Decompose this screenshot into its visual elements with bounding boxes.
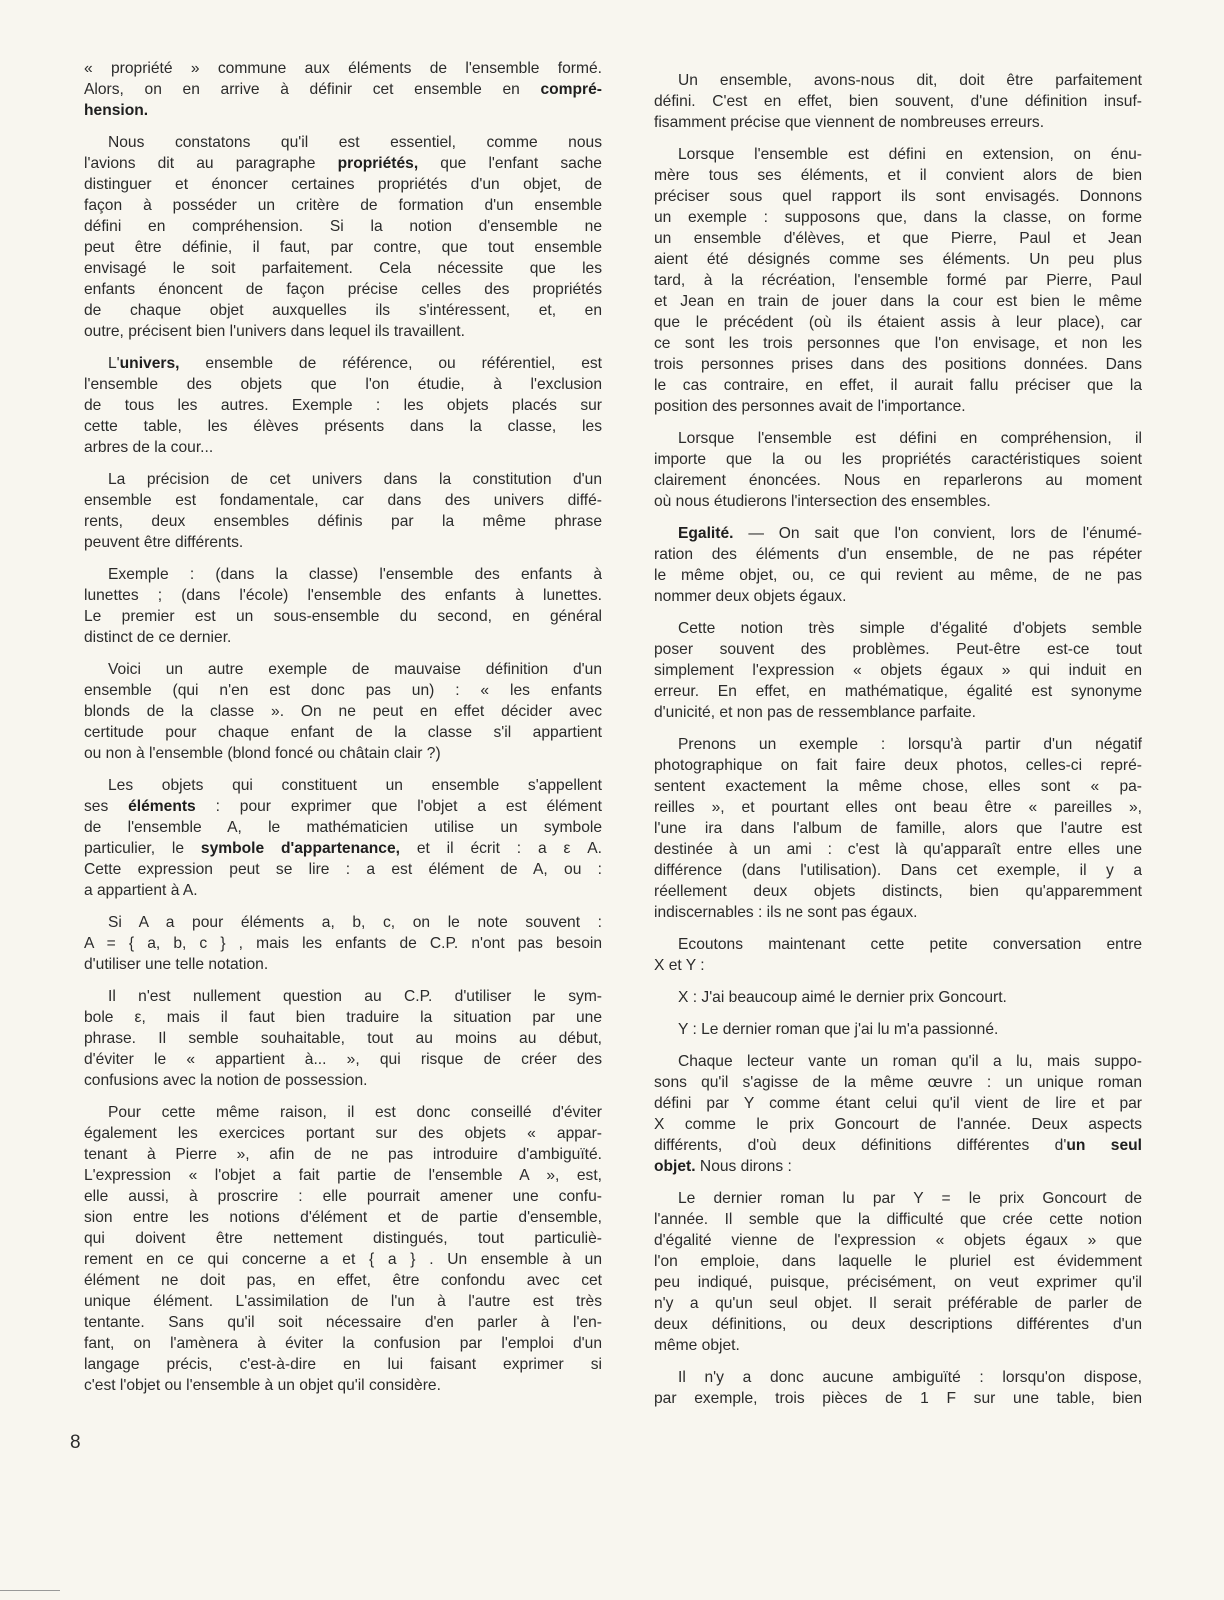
text-segment: Exemple : (dans la classe) l'ensemble des enfants à <box>108 566 602 583</box>
text-segment: erreur. En effet, en mathématique, égalité est synonyme <box>654 683 1142 700</box>
text-segment: A = { a, b, c } , mais les enfants de C.P. n'ont pas besoin <box>84 935 602 952</box>
text-segment: blonds de la classe ». On ne peut en effet décider avec <box>84 703 602 720</box>
text-line <box>654 1051 1142 1072</box>
text-segment: peu indiqué, puisque, précisément, on veut exprimer qu'il <box>654 1274 1142 1291</box>
text-segment: ses <box>84 798 129 815</box>
text-line <box>654 1156 1142 1177</box>
text-line <box>84 817 602 838</box>
text-line <box>84 1028 602 1049</box>
text-line <box>84 374 602 395</box>
text-segment: destinée à un ami : c'est là qu'apparaît entre elles une <box>654 841 1142 858</box>
text-line <box>84 58 602 79</box>
paragraph <box>84 353 602 458</box>
text-segment: mère tous ses éléments, et il convient alors de bien <box>654 167 1142 184</box>
text-segment: poser souvent des problèmes. Peut-être est-ce tout <box>654 641 1142 658</box>
text-segment: l'ensemble des objets que l'on étudie, à l'exclusion <box>84 376 602 393</box>
text-line <box>84 1312 602 1333</box>
text-segment: ensemble (qui n'en est donc pas un) : « les enfants <box>84 682 602 699</box>
bold-term: hension. <box>84 102 149 119</box>
text-segment: — On sait que l'on convient, lors de l'énumé- <box>733 525 1142 542</box>
text-segment: l'une ira dans l'album de famille, alors que l'autre est <box>654 820 1142 837</box>
text-segment: La précision de cet univers dans la constitution d'un <box>108 471 602 488</box>
text-line <box>84 1123 602 1144</box>
text-segment: n'y a qu'un seul objet. Il serait préférable de parler de <box>654 1295 1142 1312</box>
text-segment: Cette notion très simple d'égalité d'objets semble <box>678 620 1142 637</box>
text-line <box>654 375 1142 396</box>
paragraph <box>84 564 602 648</box>
text-line <box>654 1114 1142 1135</box>
text-line <box>654 565 1142 586</box>
bold-term: symbole d'appartenance, <box>200 840 400 857</box>
text-segment: Y : Le dernier roman que j'ai lu m'a passionné. <box>678 1021 999 1038</box>
text-segment: bole ε, mais il faut bien traduire la situation par une <box>84 1009 602 1026</box>
text-line <box>84 353 602 374</box>
text-line <box>84 775 602 796</box>
text-line <box>654 902 1142 923</box>
text-segment: sentent exactement la même chose, elles sont « pa- <box>654 778 1142 795</box>
text-line <box>654 618 1142 639</box>
text-segment: Il n'y a donc aucune ambiguïté : lorsqu'on dispose, <box>678 1369 1142 1386</box>
text-line <box>654 249 1142 270</box>
text-segment: particulier, le <box>84 840 201 857</box>
text-segment: enfants énoncent de façon précise celles des propriétés <box>84 281 602 298</box>
text-segment: langage précis, c'est-à-dire en lui faisant exprimer si <box>84 1356 602 1373</box>
paragraph <box>654 618 1142 723</box>
text-line <box>84 1375 602 1396</box>
text-line <box>654 312 1142 333</box>
text-segment: Lorsque l'ensemble est défini en compréhension, il <box>678 430 1142 447</box>
text-segment: d'utiliser une telle notation. <box>84 956 269 973</box>
text-segment: d'éviter le « appartient à... », qui risque de créer des <box>84 1051 602 1068</box>
text-segment: deux définitions, ou deux descriptions différentes d'un <box>654 1316 1142 1333</box>
text-line <box>654 586 1142 607</box>
text-segment: où nous étudierons l'intersection des ensembles. <box>654 493 991 510</box>
text-segment: réellement deux objets distincts, bien qu'apparemment <box>654 883 1142 900</box>
text-segment: élément ne doit pas, en effet, être confondu avec cet <box>84 1272 602 1289</box>
text-segment: simplement l'expression « objets égaux » qui induit en <box>654 662 1142 679</box>
text-segment: importe que la ou les propriétés caractéristiques soient <box>654 451 1142 468</box>
text-line <box>654 165 1142 186</box>
text-line <box>84 100 602 121</box>
text-line <box>84 469 602 490</box>
text-segment: ce sont les trois personnes que l'on envisage, et non les <box>654 335 1142 352</box>
text-line <box>654 1072 1142 1093</box>
text-line <box>84 490 602 511</box>
text-line <box>654 186 1142 207</box>
text-segment: distinct de ce dernier. <box>84 629 232 646</box>
text-segment: aient été désignés comme ses éléments. Un peu plus <box>654 251 1142 268</box>
text-line <box>654 333 1142 354</box>
text-line <box>84 395 602 416</box>
text-segment: également les exercices portant sur des objets « appar- <box>84 1125 602 1142</box>
text-line <box>84 606 602 627</box>
text-segment: défini en compréhension. Si la notion d'ensemble ne <box>84 218 602 235</box>
text-line <box>84 1354 602 1375</box>
bold-term: objet. <box>654 1158 696 1175</box>
text-segment: l'année. Il semble que la difficulté que crée cette notion <box>654 1211 1142 1228</box>
text-segment: c'est l'objet ou l'ensemble à un objet qu'il considère. <box>84 1377 441 1394</box>
text-line <box>654 396 1142 417</box>
paragraph <box>84 1102 602 1396</box>
text-segment: Nous dirons : <box>695 1158 792 1175</box>
bold-term: Egalité. <box>678 525 734 542</box>
text-segment: X comme le prix Goncourt de l'année. Deux aspects <box>654 1116 1142 1133</box>
text-line <box>84 986 602 1007</box>
text-segment: nommer deux objets égaux. <box>654 588 847 605</box>
text-segment: tenant à Pierre », afin de ne pas introduire d'ambiguïté. <box>84 1146 602 1163</box>
text-line <box>654 734 1142 755</box>
text-line <box>654 1093 1142 1114</box>
text-segment: arbres de la cour... <box>84 439 214 456</box>
text-line <box>84 437 602 458</box>
text-segment: que le précédent (où ils étaient assis à leur place), car <box>654 314 1142 331</box>
paragraph <box>84 58 602 121</box>
text-line <box>654 755 1142 776</box>
text-segment: X et Y : <box>654 957 705 974</box>
text-segment: distinguer et énoncer certaines propriétés d'un objet, de <box>84 176 602 193</box>
text-segment: clairement énoncées. Nous en reparlerons au moment <box>654 472 1142 489</box>
text-segment: Les objets qui constituent un ensemble s'appellent <box>108 777 602 794</box>
text-line <box>84 564 602 585</box>
text-segment: le cas contraire, en effet, il aurait fallu préciser que la <box>654 377 1142 394</box>
text-line <box>84 1102 602 1123</box>
text-segment: Alors, on en arrive à définir cet ensemble en <box>84 81 541 98</box>
text-line <box>84 300 602 321</box>
text-segment: peut être définie, il faut, par contre, que tout ensemble <box>84 239 602 256</box>
text-line <box>654 70 1142 91</box>
page-number: 8 <box>70 1432 81 1453</box>
text-segment: d'unicité, et non pas de ressemblance parfaite. <box>654 704 976 721</box>
text-segment: L'expression « l'objet a fait partie de l'ensemble A », est, <box>84 1167 602 1184</box>
text-line <box>84 701 602 722</box>
paragraph <box>84 986 602 1091</box>
text-segment: « propriété » commune aux éléments de l'ensemble formé. <box>84 60 602 77</box>
text-segment: phrase. Il semble souhaitable, tout au moins au début, <box>84 1030 602 1047</box>
text-line <box>84 722 602 743</box>
text-segment: Cette expression peut se lire : a est élément de A, ou : <box>84 861 602 878</box>
text-segment: elle aussi, à proscrire : elle pourrait amener une confu- <box>84 1188 602 1205</box>
bold-term: compré- <box>540 81 602 98</box>
text-line <box>654 1293 1142 1314</box>
text-line <box>654 144 1142 165</box>
text-line <box>654 776 1142 797</box>
text-segment: a appartient à A. <box>84 882 198 899</box>
text-segment: Pour cette même raison, il est donc conseillé d'éviter <box>108 1104 602 1121</box>
text-segment: que l'enfant sache <box>418 155 602 172</box>
paragraph <box>654 428 1142 512</box>
text-segment: l'avions dit au paragraphe <box>84 155 338 172</box>
text-line <box>84 511 602 532</box>
left-column <box>84 58 602 1407</box>
text-segment: d'égalité vienne de l'expression « objets égaux » que <box>654 1232 1142 1249</box>
text-segment: Nous constatons qu'il est essentiel, comme nous <box>108 134 602 151</box>
text-segment: ensemble est fondamentale, car dans des univers diffé- <box>84 492 602 509</box>
text-line <box>84 79 602 100</box>
text-line <box>654 270 1142 291</box>
text-segment: photographique on fait faire deux photos, celles-ci repré- <box>654 757 1142 774</box>
text-line <box>84 1165 602 1186</box>
paragraph <box>654 1019 1142 1040</box>
text-segment: trois personnes prises dans des positions données. Dans <box>654 356 1142 373</box>
text-line <box>84 174 602 195</box>
text-line <box>84 1207 602 1228</box>
text-segment: peuvent être différents. <box>84 534 244 551</box>
text-line <box>654 1135 1142 1156</box>
text-segment: ensemble de référence, ou référentiel, est <box>179 355 602 372</box>
text-line <box>654 839 1142 860</box>
text-line <box>654 860 1142 881</box>
paragraph <box>654 987 1142 1008</box>
text-line <box>654 987 1142 1008</box>
text-segment: façon à posséder un critère de formation d'un ensemble <box>84 197 602 214</box>
text-segment: différence (dans l'utilisation). Dans cet exemple, il y a <box>654 862 1142 879</box>
text-line <box>84 743 602 764</box>
text-line <box>84 1070 602 1091</box>
text-line <box>84 321 602 342</box>
text-line <box>84 532 602 553</box>
text-segment: X : J'ai beaucoup aimé le dernier prix Goncourt. <box>678 989 1007 1006</box>
text-line <box>84 680 602 701</box>
text-segment: Prenons un exemple : lorsqu'à partir d'un négatif <box>678 736 1142 753</box>
text-segment: rement en ce qui concerne a et { a } . Un ensemble à un <box>84 1251 602 1268</box>
text-segment: défini. C'est en effet, bien souvent, d'une définition insuf- <box>654 93 1142 110</box>
text-line <box>84 585 602 606</box>
text-line <box>84 796 602 817</box>
text-segment: fant, on l'amènera à éviter la confusion par l'emploi d'un <box>84 1335 602 1352</box>
text-line <box>654 1272 1142 1293</box>
paragraph <box>654 70 1142 133</box>
text-segment: Il n'est nullement question au C.P. d'utiliser le sym- <box>108 988 602 1005</box>
text-line <box>654 228 1142 249</box>
text-segment: unique élément. L'assimilation de l'un à l'autre est très <box>84 1293 602 1310</box>
text-line <box>84 659 602 680</box>
text-line <box>84 279 602 300</box>
text-line <box>654 1367 1142 1388</box>
text-segment: qui doivent être nettement distingués, tout particuliè- <box>84 1230 602 1247</box>
text-segment: fisamment précise que viennent de nombreuses erreurs. <box>654 114 1045 131</box>
right-column <box>654 70 1142 1420</box>
text-segment: défini par Y comme étant celui qu'il vient de lire et par <box>654 1095 1142 1112</box>
text-segment: un exemple : supposons que, dans la classe, on forme <box>654 209 1142 226</box>
text-segment: de chaque objet auxquelles ils s'intéressent, et, en <box>84 302 602 319</box>
text-line <box>654 681 1142 702</box>
text-segment: Le dernier roman lu par Y = le prix Goncourt de <box>678 1190 1142 1207</box>
paragraph <box>84 659 602 764</box>
text-line <box>654 449 1142 470</box>
paragraph <box>84 132 602 342</box>
text-segment: ou non à l'ensemble (blond foncé ou châtain clair ?) <box>84 745 441 762</box>
text-line <box>654 428 1142 449</box>
text-segment: le même objet, ou, ce qui revient au même, de ne pas <box>654 567 1142 584</box>
bold-term: un seul <box>1066 1137 1142 1154</box>
text-line <box>654 1230 1142 1251</box>
text-segment: Un ensemble, avons-nous dit, doit être parfaitement <box>678 72 1142 89</box>
text-segment: un ensemble d'élèves, et que Pierre, Paul et Jean <box>654 230 1142 247</box>
scan-edge-line <box>0 1590 60 1591</box>
text-line <box>654 955 1142 976</box>
text-line <box>84 859 602 880</box>
text-segment: cette table, les élèves présents dans la classe, les <box>84 418 602 435</box>
text-line <box>654 207 1142 228</box>
text-line <box>654 1314 1142 1335</box>
text-line <box>654 818 1142 839</box>
text-segment: tard, à la récréation, l'ensemble formé par Pierre, Paul <box>654 272 1142 289</box>
paragraph <box>654 1188 1142 1356</box>
text-line <box>84 132 602 153</box>
text-segment: reilles », et pourtant elles ont beau être « pareilles », <box>654 799 1142 816</box>
text-line <box>84 195 602 216</box>
text-line <box>84 1291 602 1312</box>
text-segment: préciser sous quel rapport ils sont envisagés. Donnons <box>654 188 1142 205</box>
text-line <box>84 258 602 279</box>
text-line <box>654 523 1142 544</box>
bold-term: univers, <box>119 355 180 372</box>
paragraph <box>84 775 602 901</box>
paragraph <box>654 1051 1142 1177</box>
text-line <box>654 1019 1142 1040</box>
text-line <box>654 544 1142 565</box>
text-line <box>654 702 1142 723</box>
text-segment: sons qu'il s'agisse de la même œuvre : un unique roman <box>654 1074 1142 1091</box>
text-line <box>654 91 1142 112</box>
text-line <box>654 470 1142 491</box>
text-segment: Ecoutons maintenant cette petite conversation entre <box>678 936 1142 953</box>
text-segment: sion entre les notions d'élément et de partie d'ensemble, <box>84 1209 602 1226</box>
text-line <box>84 1333 602 1354</box>
text-segment: et Jean en train de jouer dans la cour est bien le même <box>654 293 1142 310</box>
text-segment: Lorsque l'ensemble est défini en extension, on énu- <box>678 146 1142 163</box>
text-line <box>654 660 1142 681</box>
text-segment: différents, d'où deux définitions différentes d' <box>654 1137 1067 1154</box>
text-segment: ration des éléments d'un ensemble, de ne pas répéter <box>654 546 1142 563</box>
text-line <box>84 954 602 975</box>
text-segment: envisagé le soit parfaitement. Cela nécessite que les <box>84 260 602 277</box>
text-segment: indiscernables : ils ne sont pas égaux. <box>654 904 918 921</box>
text-segment: tentante. Sans qu'il soit nécessaire d'en parler à l'en- <box>84 1314 602 1331</box>
text-segment: outre, précisent bien l'univers dans lequel ils travaillent. <box>84 323 465 340</box>
text-line <box>84 627 602 648</box>
text-segment: : pour exprimer que l'objet a est élément <box>195 798 602 815</box>
text-line <box>84 1007 602 1028</box>
text-line <box>84 1049 602 1070</box>
text-segment: confusions avec la notion de possession. <box>84 1072 368 1089</box>
text-line <box>654 491 1142 512</box>
text-line <box>654 1188 1142 1209</box>
paragraph <box>84 912 602 975</box>
text-line <box>84 216 602 237</box>
text-line <box>654 1388 1142 1409</box>
text-segment: et il écrit : a ε A. <box>399 840 602 857</box>
text-line <box>654 1209 1142 1230</box>
text-line <box>84 237 602 258</box>
text-line <box>84 1249 602 1270</box>
text-line <box>84 838 602 859</box>
paragraph <box>654 144 1142 417</box>
text-line <box>654 934 1142 955</box>
text-line <box>654 881 1142 902</box>
text-line <box>654 1335 1142 1356</box>
text-line <box>84 416 602 437</box>
text-segment: L' <box>108 355 120 372</box>
text-line <box>84 880 602 901</box>
text-line <box>84 933 602 954</box>
text-line <box>654 112 1142 133</box>
text-segment: position des personnes avait de l'importance. <box>654 398 966 415</box>
text-segment: même objet. <box>654 1337 740 1354</box>
text-line <box>84 1270 602 1291</box>
text-segment: l'on emploie, dans laquelle le pluriel est évidemment <box>654 1253 1142 1270</box>
text-line <box>84 1186 602 1207</box>
paragraph <box>654 523 1142 607</box>
text-segment: lunettes ; (dans l'école) l'ensemble des enfants à lunettes. <box>84 587 602 604</box>
text-line <box>654 639 1142 660</box>
text-line <box>84 1144 602 1165</box>
text-segment: Le premier est un sous-ensemble du second, en général <box>84 608 602 625</box>
paragraph <box>654 934 1142 976</box>
text-segment: Chaque lecteur vante un roman qu'il a lu, mais suppo- <box>678 1053 1142 1070</box>
text-segment: de tous les autres. Exemple : les objets placés sur <box>84 397 602 414</box>
paragraph <box>654 1367 1142 1409</box>
text-segment: rents, deux ensembles définis par la même phrase <box>84 513 602 530</box>
text-segment: Si A a pour éléments a, b, c, on le note souvent : <box>108 914 602 931</box>
bold-term: éléments <box>128 798 196 815</box>
text-segment: par exemple, trois pièces de 1 F sur une table, bien <box>654 1390 1142 1407</box>
text-line <box>84 153 602 174</box>
text-segment: Voici un autre exemple de mauvaise définition d'un <box>108 661 602 678</box>
text-line <box>654 291 1142 312</box>
text-line <box>654 354 1142 375</box>
text-line <box>84 1228 602 1249</box>
bold-term: propriétés, <box>337 155 419 172</box>
text-segment: de l'ensemble A, le mathématicien utilise un symbole <box>84 819 602 836</box>
paragraph <box>84 469 602 553</box>
text-segment: certitude pour chaque enfant de la classe s'il appartient <box>84 724 602 741</box>
text-line <box>84 912 602 933</box>
text-line <box>654 1251 1142 1272</box>
text-line <box>654 797 1142 818</box>
paragraph <box>654 734 1142 923</box>
